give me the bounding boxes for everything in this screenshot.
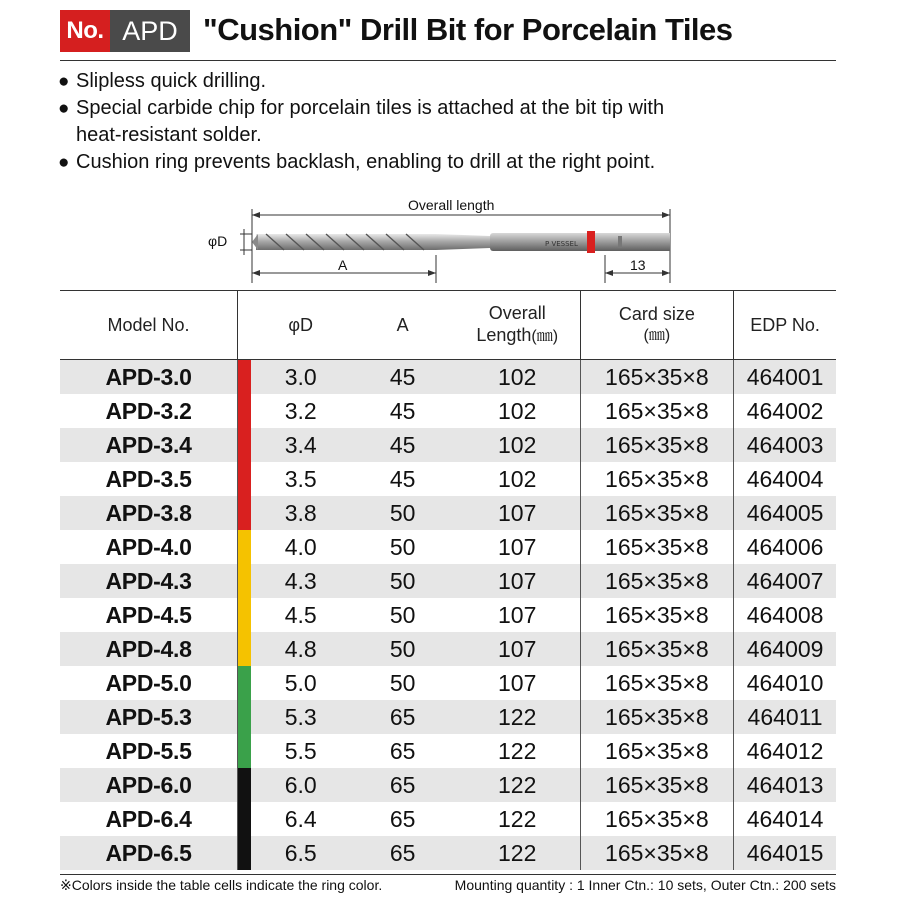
cell-overall-length: 107 <box>455 564 580 598</box>
cell-ring-color <box>238 462 251 496</box>
cell-phi-d: 3.8 <box>251 496 350 530</box>
header-card-line1: Card size <box>618 304 695 324</box>
cell-model: APD-5.0 <box>60 666 238 700</box>
cell-phi-d: 3.4 <box>251 428 350 462</box>
cell-ring-color <box>238 530 251 564</box>
header-model: Model No. <box>60 291 238 360</box>
cell-model: APD-5.5 <box>60 734 238 768</box>
cell-a: 50 <box>350 564 454 598</box>
table-header-row <box>60 291 836 360</box>
cell-edp: 464003 <box>734 428 836 462</box>
header-length-word: Length <box>476 325 532 345</box>
table-row <box>60 428 836 462</box>
badge-no-label: No. <box>60 10 110 52</box>
cell-model: APD-4.0 <box>60 530 238 564</box>
header-divider <box>60 60 836 61</box>
cell-model: APD-4.8 <box>60 632 238 666</box>
cell-phi-d: 4.8 <box>251 632 350 666</box>
cell-card-size: 165×35×8 <box>580 564 734 598</box>
cell-a: 65 <box>350 768 454 802</box>
phi-d-label: φD <box>208 233 228 249</box>
packing-info: Mounting quantity : 1 Inner Ctn.: 10 sets, Outer Ctn.: 200 sets <box>454 877 836 893</box>
table-row <box>60 360 836 395</box>
cell-phi-d: 6.0 <box>251 768 350 802</box>
cell-card-size: 165×35×8 <box>580 530 734 564</box>
cell-phi-d: 3.2 <box>284 397 317 424</box>
cell-overall-length: 102 <box>455 462 580 496</box>
table-row <box>60 700 836 734</box>
cell-overall-length: 122 <box>455 734 580 768</box>
cell-card-size: 165×35×8 <box>580 836 734 870</box>
cell-overall-length: 122 <box>455 768 580 802</box>
cell-card-size: 165×35×8 <box>580 666 734 700</box>
cell-a: 65 <box>389 737 416 764</box>
cell-edp: 464006 <box>746 533 824 560</box>
cell-ring-color <box>238 666 251 700</box>
cell-overall-length: 122 <box>455 836 580 870</box>
a-length-label: A <box>338 257 348 273</box>
cell-phi-d: 4.3 <box>251 564 350 598</box>
cell-ring-color <box>238 598 251 632</box>
cell-edp: 464002 <box>746 397 824 424</box>
cell-phi-d: 3.5 <box>284 465 317 492</box>
cell-card-size: 165×35×8 <box>580 428 734 462</box>
cell-a: 45 <box>389 465 416 492</box>
ring-color-footnote: ※Colors inside the table cells indicate the ring color. <box>60 877 383 893</box>
cell-ring-color <box>238 836 251 870</box>
cell-edp: 464013 <box>734 768 836 802</box>
cell-edp: 464012 <box>746 737 824 764</box>
drill-bit-diagram <box>200 195 680 285</box>
table-row <box>60 496 836 530</box>
table-row <box>60 836 836 870</box>
header-overall-length-line1: Overall <box>488 303 546 323</box>
table-bottom-rule <box>60 874 836 875</box>
cell-overall-length: 107 <box>455 666 580 700</box>
bullet-icon: ● <box>58 152 70 173</box>
cell-ring-color <box>238 734 251 768</box>
cell-model: APD-3.4 <box>60 428 238 462</box>
cell-overall-length: 102 <box>455 360 580 395</box>
cell-model: APD-6.4 <box>60 802 238 836</box>
header-card-size <box>580 291 734 360</box>
cell-card-size: 165×35×8 <box>580 632 734 666</box>
cell-a: 45 <box>389 397 416 424</box>
feature-text: Cushion ring prevents backlash, enabling to drill at the right point. <box>76 151 656 173</box>
header-phi-d: φD <box>288 315 314 335</box>
cell-model: APD-3.0 <box>60 360 238 395</box>
cell-ring-color <box>238 700 251 734</box>
cell-phi-d: 4.0 <box>284 533 317 560</box>
cell-overall-length: 102 <box>455 428 580 462</box>
cell-ring-color <box>238 394 251 428</box>
cell-model: APD-5.3 <box>60 700 238 734</box>
header-overall-length <box>455 291 580 360</box>
cell-overall-length: 122 <box>455 700 580 734</box>
cell-edp: 464014 <box>746 805 824 832</box>
feature-item <box>58 149 678 176</box>
table-row <box>60 666 836 700</box>
cell-overall-length: 107 <box>455 632 580 666</box>
cell-phi-d: 5.5 <box>284 737 317 764</box>
header-edp: EDP No. <box>750 315 820 335</box>
cell-overall-length: 107 <box>455 496 580 530</box>
cell-ring-color <box>238 496 251 530</box>
cell-a: 65 <box>389 805 416 832</box>
header-ring <box>238 291 251 360</box>
cell-edp: 464015 <box>734 836 836 870</box>
cell-a: 50 <box>350 496 454 530</box>
cell-card-size: 165×35×8 <box>580 462 734 496</box>
cell-a: 50 <box>389 669 416 696</box>
cell-card-size: 165×35×8 <box>580 496 734 530</box>
cell-edp: 464004 <box>746 465 824 492</box>
cell-a: 65 <box>350 836 454 870</box>
cell-card-size: 165×35×8 <box>580 598 734 632</box>
cell-edp: 464007 <box>734 564 836 598</box>
cell-card-size: 165×35×8 <box>580 360 734 395</box>
shank-marking: P VESSEL <box>545 240 578 248</box>
table-row <box>60 394 836 428</box>
feature-list <box>58 68 678 176</box>
table-row <box>60 632 836 666</box>
badge-model-code: APD <box>110 10 190 52</box>
spec-table <box>60 290 836 870</box>
cell-edp: 464010 <box>746 669 824 696</box>
header-card-unit: (㎜) <box>643 327 671 344</box>
feature-text: Slipless quick drilling. <box>76 70 267 92</box>
page-title: "Cushion" Drill Bit for Porcelain Tiles <box>203 12 733 47</box>
feature-text: Special carbide chip for porcelain tiles is attached at the bit tip with heat-resistant solder. <box>76 97 665 146</box>
cell-a: 45 <box>350 360 454 395</box>
cell-card-size: 165×35×8 <box>580 700 734 734</box>
cell-model: APD-4.5 <box>60 598 238 632</box>
cell-edp: 464011 <box>734 700 836 734</box>
cell-edp: 464008 <box>746 601 824 628</box>
table-row <box>60 768 836 802</box>
bullet-icon: ● <box>58 98 70 119</box>
cell-ring-color <box>238 564 251 598</box>
shank-length-label: 13 <box>630 257 646 273</box>
cell-model: APD-3.5 <box>60 462 238 496</box>
cell-ring-color <box>238 768 251 802</box>
cell-model: APD-6.0 <box>60 768 238 802</box>
feature-item <box>58 68 678 95</box>
header-a: A <box>396 315 409 335</box>
table-row <box>60 802 836 836</box>
cell-card-size: 165×35×8 <box>580 734 734 768</box>
cell-overall-length: 107 <box>455 598 580 632</box>
header-overall-length-line2 <box>455 324 580 348</box>
cell-a: 50 <box>389 533 416 560</box>
cell-a: 50 <box>389 601 416 628</box>
cell-model: APD-3.2 <box>60 394 238 428</box>
header-length-unit: (㎜) <box>531 328 559 345</box>
cell-a: 45 <box>350 428 454 462</box>
cell-overall-length: 102 <box>455 394 580 428</box>
bullet-icon: ● <box>58 71 70 92</box>
cell-overall-length: 107 <box>455 530 580 564</box>
cell-card-size: 165×35×8 <box>580 802 734 836</box>
cell-ring-color <box>238 360 251 395</box>
table-row <box>60 462 836 496</box>
cell-ring-color <box>238 632 251 666</box>
cell-phi-d: 6.4 <box>284 805 317 832</box>
cell-edp: 464001 <box>734 360 836 395</box>
cell-model: APD-6.5 <box>60 836 238 870</box>
product-badge <box>60 10 190 52</box>
cell-edp: 464005 <box>734 496 836 530</box>
table-row <box>60 530 836 564</box>
cell-phi-d: 3.0 <box>251 360 350 395</box>
overall-length-label: Overall length <box>408 197 495 213</box>
cell-overall-length: 122 <box>455 802 580 836</box>
table-row <box>60 598 836 632</box>
spec-table-body <box>60 360 836 871</box>
cell-phi-d: 6.5 <box>251 836 350 870</box>
cell-a: 50 <box>350 632 454 666</box>
table-row <box>60 564 836 598</box>
cell-model: APD-3.8 <box>60 496 238 530</box>
cell-ring-color <box>238 428 251 462</box>
cell-ring-color <box>238 802 251 836</box>
cell-card-size: 165×35×8 <box>580 394 734 428</box>
table-row <box>60 734 836 768</box>
cell-edp: 464009 <box>734 632 836 666</box>
cell-phi-d: 5.3 <box>251 700 350 734</box>
feature-item <box>58 95 678 149</box>
cell-a: 65 <box>350 700 454 734</box>
page-header <box>60 10 840 54</box>
cell-phi-d: 4.5 <box>284 601 317 628</box>
cell-model: APD-4.3 <box>60 564 238 598</box>
cell-phi-d: 5.0 <box>284 669 317 696</box>
cell-card-size: 165×35×8 <box>580 768 734 802</box>
